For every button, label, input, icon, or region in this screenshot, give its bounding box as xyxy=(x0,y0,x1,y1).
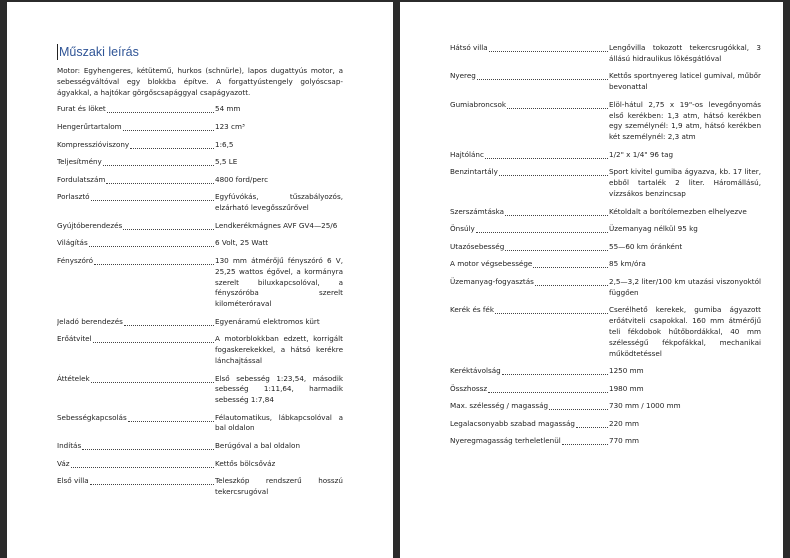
spec-label xyxy=(57,122,215,133)
spec-value: 1980 mm xyxy=(609,383,644,393)
spec-row xyxy=(450,259,761,270)
spec-value: Sport kivitel gumiba ágyazva, kb. 17 liter, ebből tartalék 2 liter. Háromállású, vízzsákos benzincsap xyxy=(609,167,761,198)
spec-label xyxy=(450,242,609,253)
spec-label-text: Fényszóró xyxy=(57,255,94,265)
spec-label xyxy=(57,221,215,232)
spec-label-text: Világítás xyxy=(57,238,88,248)
dot-leader xyxy=(495,305,608,314)
spec-label-text: Önsúly xyxy=(450,224,475,234)
spec-value: 6 Volt, 25 Watt xyxy=(215,238,269,248)
spec-row xyxy=(450,71,761,93)
spec-value: 1250 mm xyxy=(609,366,644,376)
spec-label-text: Jeladó berendezés xyxy=(57,316,123,326)
spec-value: 4800 ford/perc xyxy=(215,174,269,184)
spec-list-right xyxy=(450,43,761,447)
dot-leader xyxy=(90,476,214,485)
spec-row xyxy=(450,436,761,447)
spec-row xyxy=(450,419,761,430)
spec-value: 1:6,5 xyxy=(215,139,234,149)
spec-row xyxy=(450,242,761,253)
spec-label xyxy=(57,238,215,249)
spec-row xyxy=(450,224,761,235)
spec-label xyxy=(57,476,215,498)
spec-value: Elöl-hátul 2,75 x 19"-os levegőnyomás első kerékben: 1,3 atm, hátsó kerékben egy személynél: 1,9 atm, hátsó kerékben két személynél: 2,3 atm xyxy=(609,99,761,142)
dot-leader xyxy=(488,384,608,393)
dot-leader xyxy=(505,242,608,251)
dot-leader xyxy=(128,413,214,422)
spec-label-text: Indítás xyxy=(57,441,82,451)
spec-value: 85 km/óra xyxy=(609,259,646,269)
spec-label xyxy=(57,104,215,115)
page-title: Műszaki leírás xyxy=(57,44,343,60)
spec-label xyxy=(57,192,215,214)
spec-row xyxy=(57,157,343,168)
spec-label-text: Nyereg xyxy=(450,71,476,81)
spec-label xyxy=(57,334,215,366)
spec-label-text: Fordulatszám xyxy=(57,174,106,184)
dot-leader xyxy=(576,419,608,428)
dot-leader xyxy=(502,366,608,375)
dot-leader xyxy=(93,334,214,343)
spec-label-text: Nyeregmagasság terheletlenül xyxy=(450,436,561,446)
dot-leader xyxy=(485,150,608,159)
spec-value: Berúgóval a bal oldalon xyxy=(215,441,301,451)
spec-row xyxy=(57,192,343,214)
spec-label xyxy=(57,441,215,452)
spec-value: 730 mm / 1000 mm xyxy=(609,401,681,411)
spec-label-text: Kerék és fék xyxy=(450,305,495,315)
spec-label-text: Összhossz xyxy=(450,383,488,393)
spec-value: Cserélhető kerekek, gumiba ágyazott erőátviteli csapokkal. 160 mm átmérőjű teli fékdobok hűtőbordákkal, 40 mm szélességű fékpofákkal, mechanikai működtetéssel xyxy=(609,305,761,358)
spec-row xyxy=(57,476,343,498)
spec-label-text: Legalacsonyabb szabad magasság xyxy=(450,418,575,428)
spec-label xyxy=(450,277,609,299)
spec-label xyxy=(450,71,609,93)
spec-row xyxy=(57,334,343,366)
spec-label-text: Teljesítmény xyxy=(57,157,102,167)
spec-value: 130 mm átmérőjű fényszóró 6 V, 25,25 wattos égővel, a kormányra szerelt biluxkapcsolóval, a fényszóróba szerelt kilométeróraval xyxy=(215,255,343,309)
spec-label xyxy=(450,224,609,235)
spec-label xyxy=(57,413,215,435)
spec-row xyxy=(450,100,761,143)
dot-leader xyxy=(476,224,608,233)
dot-leader xyxy=(94,256,214,265)
spec-label-text: Keréktávolság xyxy=(450,366,501,376)
spec-value: 54 mm xyxy=(215,104,241,114)
spec-label xyxy=(450,100,609,143)
spec-label xyxy=(57,175,215,186)
dot-leader xyxy=(562,436,608,445)
spec-row xyxy=(57,441,343,452)
spec-row xyxy=(57,104,343,115)
spec-label-text: Hátsó villa xyxy=(450,43,488,52)
spec-row xyxy=(450,150,761,161)
spec-label xyxy=(450,167,609,199)
spec-label-text: Első villa xyxy=(57,476,89,486)
spec-value: Lendkerékmágnes AVF GV4—25/6 xyxy=(215,220,338,230)
spec-row xyxy=(57,238,343,249)
spec-value: Lengővilla tokozott tekercsrugókkal, 3 állású hidraulikus lökésgátlóval xyxy=(609,43,761,63)
spec-value: 123 cm³ xyxy=(215,121,245,131)
spec-label xyxy=(450,207,609,218)
spec-row xyxy=(450,401,761,412)
spec-label-text: Porlasztó xyxy=(57,192,90,202)
dot-leader xyxy=(489,43,608,52)
spec-list-left xyxy=(57,104,343,497)
spec-row xyxy=(450,277,761,299)
spec-label xyxy=(57,140,215,151)
spec-label-text: Hengerűrtartalom xyxy=(57,121,122,131)
spec-label xyxy=(450,384,609,395)
spec-row xyxy=(450,43,761,65)
spec-row xyxy=(450,384,761,395)
spec-label xyxy=(450,305,609,359)
spec-label xyxy=(57,157,215,168)
spec-row xyxy=(57,122,343,133)
spec-value: 2,5—3,2 liter/100 km utazási viszonyoktól függően xyxy=(609,276,761,297)
spec-value: Első sebesség 1:23,54, második sebesség 1:11,64, harmadik sebesség 1:7,84 xyxy=(215,373,343,405)
dot-leader xyxy=(124,317,214,326)
spec-label-text: Furat és löket xyxy=(57,104,106,114)
spec-row xyxy=(450,207,761,218)
dot-leader xyxy=(505,207,608,216)
spec-value: A motorblokkban edzett, korrigált fogaskerekekkel, a hátsó kerékre lánchajtással xyxy=(215,334,343,365)
spec-value: Egyfúvókás, tűszabályozós, elzárható levegősszűrővel xyxy=(215,192,343,213)
spec-row xyxy=(57,256,343,310)
dot-leader xyxy=(103,157,214,166)
spec-label xyxy=(57,256,215,310)
spec-label xyxy=(450,43,609,65)
spec-row xyxy=(450,167,761,199)
spec-row xyxy=(57,317,343,328)
spec-label-text: Szerszámtáska xyxy=(450,206,505,216)
dot-leader xyxy=(106,175,214,184)
spec-value: Kettős sportnyereg laticel gumival, műbőr bevonattal xyxy=(609,71,761,92)
dot-leader xyxy=(91,374,214,383)
dot-leader xyxy=(499,167,608,176)
spec-label-text: Gumiabroncsok xyxy=(450,99,507,109)
spec-label xyxy=(450,259,609,270)
spec-row xyxy=(57,175,343,186)
spec-label-text: Hajtólánc xyxy=(450,149,484,159)
page-left xyxy=(7,2,393,558)
dot-leader xyxy=(89,238,214,247)
spec-row xyxy=(450,305,761,359)
spec-label xyxy=(450,150,609,161)
spec-row xyxy=(57,221,343,232)
spec-value: Kettős bölcsőváz xyxy=(215,458,276,468)
dot-leader xyxy=(71,459,214,468)
spec-label-text: Erőátvitel xyxy=(57,334,92,344)
spec-label-text: Benzintartály xyxy=(450,167,498,177)
dot-leader xyxy=(549,401,608,410)
spec-label xyxy=(57,317,215,328)
spec-value: 5,5 LE xyxy=(215,157,238,167)
page-right xyxy=(400,2,783,558)
spec-label xyxy=(57,459,215,470)
spec-value: Kétoldalt a borítólemezben elhelyezve xyxy=(609,206,747,216)
spec-label-text: Gyújtóberendezés xyxy=(57,220,123,230)
spec-value: Teleszkóp rendszerű hosszú tekercsrugóval xyxy=(215,476,343,497)
spec-row xyxy=(57,374,343,406)
spec-row xyxy=(57,140,343,151)
spec-row xyxy=(57,459,343,470)
spec-label-text: Váz xyxy=(57,458,70,468)
intro-paragraph: Motor: Egyhengeres, kétütemű, hurkos (schnürle), lapos dugattyús motor, a sebességváltóval egy blokkba építve. A forgattyústengely golyóscsap-ágyakkal, a hajtókar görgőscsapággyal csapágyazott. xyxy=(57,66,343,97)
dot-leader xyxy=(91,192,214,201)
spec-label xyxy=(450,419,609,430)
spec-label xyxy=(450,401,609,412)
dot-leader xyxy=(130,140,214,149)
spec-value: 770 mm xyxy=(609,436,640,446)
dot-leader xyxy=(82,441,214,450)
spec-label-text: Áttételek xyxy=(57,373,90,383)
spec-value: 220 mm xyxy=(609,418,640,428)
spec-label-text: Sebességkapcsolás xyxy=(57,412,127,422)
dot-leader xyxy=(507,100,608,109)
spec-label xyxy=(57,374,215,406)
dot-leader xyxy=(123,221,214,230)
spec-value: 1/2" x 1/4" 96 tag xyxy=(609,149,674,159)
spec-label-text: A motor végsebessége xyxy=(450,259,533,269)
spec-label xyxy=(450,436,609,447)
spec-label-text: Üzemanyag-fogyasztás xyxy=(450,276,534,286)
spec-label-text: Kompresszióviszony xyxy=(57,139,130,149)
spec-label xyxy=(450,366,609,377)
spec-value: Félautomatikus, lábkapcsolóval a bal oldalon xyxy=(215,412,343,433)
spec-label-text: Utazósebesség xyxy=(450,241,505,251)
dot-leader xyxy=(477,71,608,80)
spec-value: Egyenáramú elektromos kürt xyxy=(215,316,320,326)
spec-row xyxy=(57,413,343,435)
dot-leader xyxy=(533,259,608,268)
spec-row xyxy=(450,366,761,377)
spec-label-text: Max. szélesség / magasság xyxy=(450,401,549,411)
spec-value: Üzemanyag nélkül 95 kg xyxy=(609,224,698,234)
dot-leader xyxy=(123,122,214,131)
dot-leader xyxy=(107,104,214,113)
spec-value: 55—60 km óránként xyxy=(609,241,683,251)
dot-leader xyxy=(535,277,608,286)
